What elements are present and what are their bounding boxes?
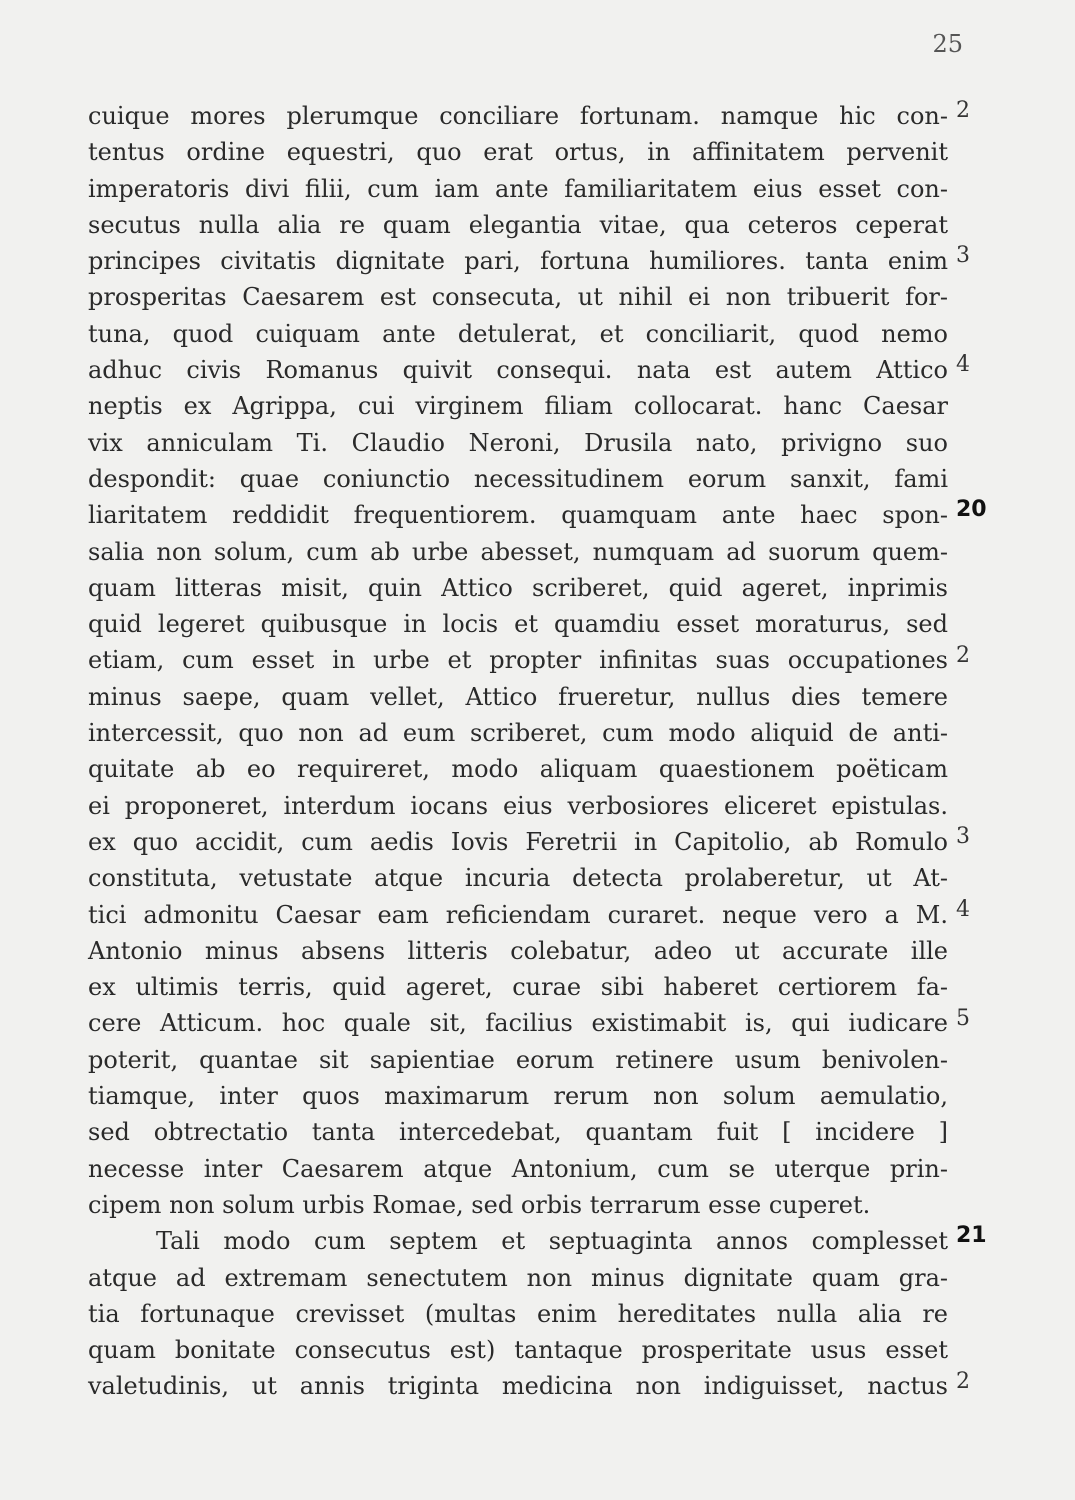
text-line: vix anniculam Ti. Claudio Neroni, Drusila nato, privigno suo [88,428,948,457]
text-line: minus saepe, quam vellet, Attico frueretur, nullus dies temere [88,682,948,711]
text-line: tiamque, inter quos maximarum rerum non solum aemulatio, [88,1082,948,1111]
text-line: quam bonitate consecutus est) tantaque prosperitate usus esset [88,1336,948,1365]
margin-section-number: 2 [956,1369,970,1394]
text-line: tuna, quod cuiquam ante detulerat, et conciliarit, quod nemo [88,319,948,348]
text-line: imperatoris divi filii, cum iam ante familiaritatem eius esset con- [88,174,948,203]
margin-section-number: 5 [956,1006,970,1031]
text-line: principes civitatis dignitate pari, fortuna humiliores. tanta enim [88,247,948,276]
text-line: cuique mores plerumque conciliare fortunam. namque hic con- [88,102,948,130]
margin-section-number: 3 [956,243,970,268]
text-line: salia non solum, cum ab urbe abesset, numquam ad suorum quem- [88,537,948,566]
text-line: ex quo accidit, cum aedis Iovis Feretrii in Capitolio, ab Romulo [88,827,948,856]
text-line: quam litteras misit, quin Attico scriberet, quid ageret, inprimis [88,573,948,602]
text-line: valetudinis, ut annis triginta medicina non indiguisset, nactus [88,1372,948,1401]
margin-section-number: 2 [956,643,970,668]
text-line: neptis ex Agrippa, cui virginem filiam collocarat. hanc Caesar [88,392,948,421]
text-line: intercessit, quo non ad eum scriberet, cum modo aliquid de anti- [88,719,948,748]
margin-chapter-number: 20 [956,497,987,522]
margin-section-number: 4 [956,897,970,922]
margin-section-number: 2 [956,98,970,123]
text-line: quid legeret quibusque in locis et quamdiu esset moraturus, sed [88,610,948,639]
text-line: necesse inter Caesarem atque Antonium, cum se uterque prin- [88,1154,948,1183]
margin-section-number: 4 [956,352,970,377]
text-line: liaritatem reddidit frequentiorem. quamquam ante haec spon- [88,501,948,530]
text-line: despondit: quae coniunctio necessitudinem eorum sanxit, fami [88,464,948,493]
text-line-paragraph-start: Tali modo cum septem et septuaginta annos complesset [156,1227,948,1256]
text-line: etiam, cum esset in urbe et propter infinitas suas occupationes [88,646,948,675]
text-line: quitate ab eo requireret, modo aliquam quaestionem poëticam [88,755,948,784]
text-line: cere Atticum. hoc quale sit, facilius existimabit is, qui iudicare [88,1009,948,1038]
text-line: ei proponeret, interdum iocans eius verbosiores eliceret epistulas. [88,791,948,820]
text-line: poterit, quantae sit sapientiae eorum retinere usum benivolen- [88,1045,948,1074]
text-line: tia fortunaque crevisset (multas enim hereditates nulla alia re [88,1299,948,1328]
text-line: adhuc civis Romanus quivit consequi. nata est autem Attico [88,356,948,385]
text-line: cipem non solum urbis Romae, sed orbis terrarum esse cuperet. [88,1190,871,1219]
margin-chapter-number: 21 [956,1223,987,1248]
page-number: 25 [932,30,963,58]
text-line: ex ultimis terris, quid ageret, curae sibi haberet certiorem fa- [88,973,948,1002]
text-line: constituta, vetustate atque incuria detecta prolaberetur, ut At- [88,864,948,893]
text-line: sed obtrectatio tanta intercedebat, quantam fuit [ incidere ] [88,1118,948,1147]
text-line: tentus ordine equestri, quo erat ortus, in affinitatem pervenit [88,138,948,167]
margin-section-number: 3 [956,824,970,849]
text-line: tici admonitu Caesar eam reficiendam curaret. neque vero a M. [88,900,948,929]
text-line: secutus nulla alia re quam elegantia vitae, qua ceteros ceperat [88,210,948,239]
text-line: atque ad extremam senectutem non minus dignitate quam gra- [88,1263,948,1292]
main-text [88,98,987,1405]
text-line: prosperitas Caesarem est consecuta, ut nihil ei non tribuerit for- [88,283,948,312]
text-line: Antonio minus absens litteris colebatur, adeo ut accurate ille [88,936,948,965]
